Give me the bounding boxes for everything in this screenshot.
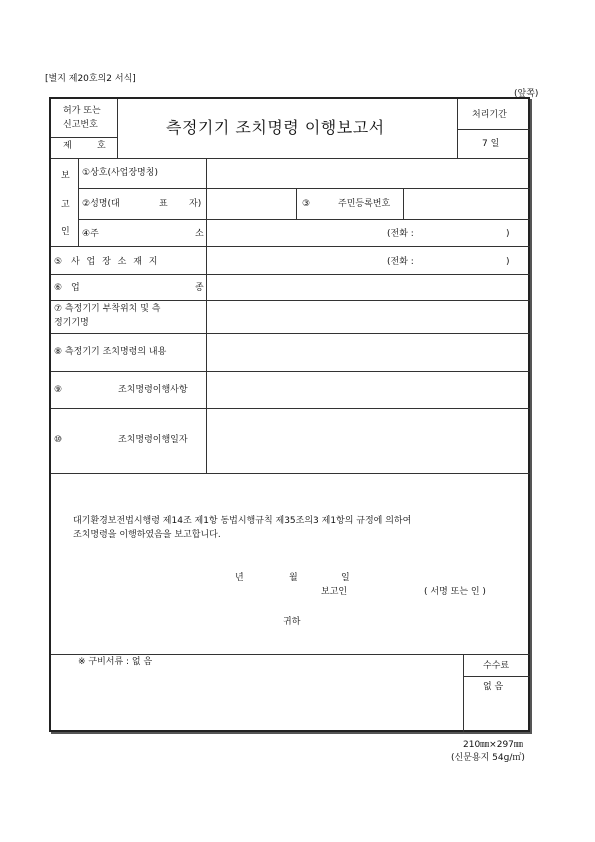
- permit-label-line1: 허가 또는: [63, 106, 101, 116]
- address-label-end: 소: [195, 229, 204, 239]
- page-side-label: (앞쪽): [514, 89, 539, 99]
- site-phone-close: ): [506, 257, 510, 267]
- permit-label-line2: 신고번호: [63, 120, 98, 130]
- compliance-date-number: ⑩: [54, 435, 63, 445]
- reporter-side-3: 인: [61, 227, 70, 237]
- site-number: ⑤: [54, 257, 63, 267]
- form-shadow-right: [530, 99, 532, 734]
- address-phone-close: ): [506, 229, 510, 239]
- name-label: ②성명(대: [82, 199, 120, 209]
- permit-no-suffix: 호: [97, 141, 106, 151]
- report-statement-line2: 조치명령을 이행하였음을 보고합니다.: [73, 530, 221, 540]
- business-number: ⑥: [54, 283, 63, 293]
- address-label: ④주: [82, 229, 99, 239]
- business-label-start: 업: [71, 283, 80, 293]
- compliance-date-label: 조치명령이행일자: [118, 435, 188, 445]
- company-field[interactable]: [209, 161, 527, 186]
- date-day: 일: [341, 573, 350, 583]
- addressee-label: 귀하: [283, 617, 301, 627]
- rrn-label: 주민등록번호: [338, 199, 391, 209]
- name-field[interactable]: [209, 191, 293, 216]
- signature-label: ( 서명 또는 인 ): [424, 587, 486, 597]
- report-form: [49, 97, 530, 732]
- reporter-side-2: 고: [61, 200, 70, 210]
- report-statement-line1: 대기환경보전법시행령 제14조 제1항 동법시행규칙 제35조의3 제1항의 규정에 의하여: [73, 516, 412, 526]
- paper-type: (신문용지 54g/㎡): [451, 753, 525, 763]
- paper-size: 210㎜×297㎜: [463, 740, 523, 750]
- compliance-label: 조치명령이행사항: [118, 385, 188, 395]
- site-phone-open: (전화 :: [387, 257, 414, 267]
- processing-period-value: 7 일: [482, 139, 500, 149]
- order-content-label: ⑧ 측정기기 조치명령의 내용: [54, 347, 167, 357]
- name-label-mid: 표: [159, 199, 168, 209]
- permit-no-prefix: 제: [63, 141, 72, 151]
- reporter-side-1: 보: [61, 171, 70, 181]
- business-label-end: 종: [195, 283, 204, 293]
- date-month: 월: [289, 573, 298, 583]
- device-location-label-line1: ⑦ 측정기기 부착위치 및 측: [54, 304, 161, 314]
- company-label: ①상호(사업장명칭): [82, 168, 158, 178]
- site-label: 사 업 장 소 재 지: [71, 257, 160, 267]
- rrn-number: ③: [302, 199, 311, 209]
- reporter-sign-label: 보고인: [321, 587, 348, 597]
- fee-label: 수수료: [483, 661, 510, 671]
- form-shadow-bottom: [51, 732, 532, 734]
- compliance-number: ⑨: [54, 385, 63, 395]
- name-label-end: 자): [189, 199, 202, 209]
- processing-period-label: 처리기간: [472, 110, 507, 120]
- form-number: [별지 제20호의2 서식]: [45, 74, 136, 84]
- page-title: 측정기기 조치명령 이행보고서: [166, 118, 385, 137]
- address-phone-open: (전화 :: [387, 229, 414, 239]
- device-location-label-line2: 정기기명: [54, 318, 89, 328]
- required-documents: ※ 구비서류 : 없 음: [78, 657, 153, 667]
- fee-value: 없 음: [483, 682, 504, 692]
- rrn-field[interactable]: [406, 191, 526, 216]
- date-year: 년: [235, 573, 244, 583]
